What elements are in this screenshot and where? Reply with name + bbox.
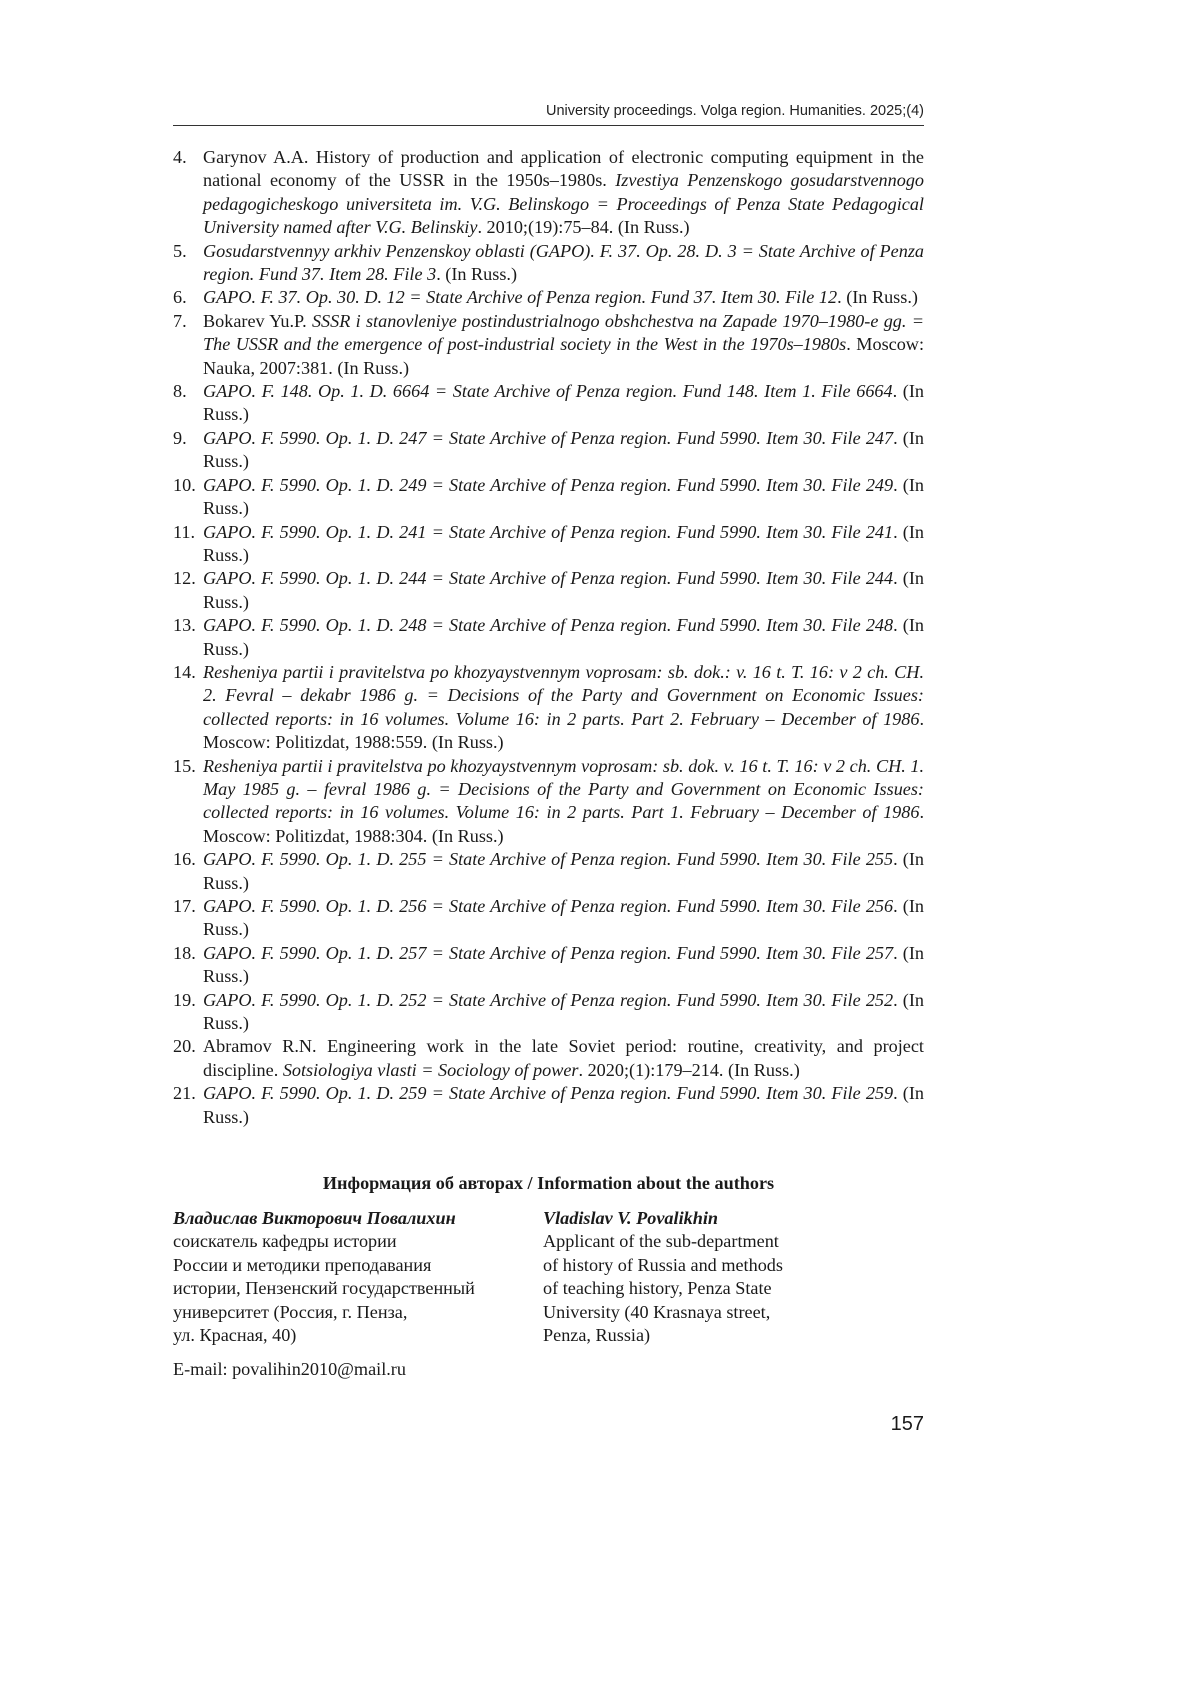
reference-text (203, 989, 924, 1036)
reference-italic-segment: Resheniya partii i pravitelstva po khozyaystvennym voprosam: sb. dok.: v. 16 t. T. 16: v 2 ch. CH. 2. Fevral – dekabr 1986 g. = Decisions of the Party and Government on Economic Issues: collected reports: in 16 volumes. Volume 16: in 2 parts. Part 2. February – December of 1986 (203, 661, 924, 729)
reference-item (173, 661, 924, 755)
reference-italic-segment: Sotsiologiya vlasti = Sociology of power (282, 1059, 579, 1080)
reference-item (173, 755, 924, 849)
reference-number: 8. (173, 381, 187, 402)
reference-number: 21. (173, 1083, 196, 1104)
reference-segment: Bokarev Yu.P. (203, 310, 312, 331)
reference-text (203, 755, 924, 849)
author-affiliation-line: Applicant of the sub-department (543, 1231, 779, 1252)
reference-italic-segment: GAPO. F. 5990. Op. 1. D. 244 = State Archive of Penza region. Fund 5990. Item 30. File 244 (203, 568, 894, 589)
reference-segment: . Moscow: Nauka, 2007:381. (In Russ.) (203, 334, 924, 378)
reference-italic-segment: GAPO. F. 5990. Op. 1. D. 259 = State Archive of Penza region. Fund 5990. Item 30. File 259 (203, 1083, 894, 1104)
reference-italic-segment: GAPO. F. 5990. Op. 1. D. 257 = State Archive of Penza region. Fund 5990. Item 30. File 257 (203, 942, 894, 963)
reference-number: 5. (173, 240, 187, 261)
author-affiliation-line: Penza, Russia) (543, 1325, 651, 1346)
reference-italic-segment: GAPO. F. 37. Op. 30. D. 12 = State Archive of Penza region. Fund 37. Item 30. File 12 (203, 287, 838, 308)
reference-segment: . (In Russ.) (203, 989, 924, 1034)
reference-item (173, 1035, 924, 1082)
reference-number: 19. (173, 989, 196, 1010)
page-number: 157 (890, 1413, 924, 1435)
reference-italic-segment: GAPO. F. 5990. Op. 1. D. 248 = State Archive of Penza region. Fund 5990. Item 30. File 248 (203, 615, 894, 636)
reference-number: 12. (173, 568, 196, 589)
reference-item (173, 310, 924, 380)
reference-number: 20. (173, 1036, 196, 1057)
reference-text (203, 614, 924, 661)
reference-text (203, 661, 924, 755)
author-affiliation-line: ул. Красная, 40) (173, 1325, 297, 1346)
reference-italic-segment: GAPO. F. 5990. Op. 1. D. 247 = State Archive of Penza region. Fund 5990. Item 30. File 247 (203, 427, 894, 448)
reference-text (203, 521, 924, 568)
author-affiliation-line: соискатель кафедры истории (173, 1231, 397, 1252)
reference-segment: . (In Russ.) (436, 264, 518, 285)
reference-italic-segment: Gosudarstvennyy arkhiv Penzenskoy oblasti (GAPO). F. 37. Op. 28. D. 3 = State Archive of Penza region. Fund 37. Item 28. File 3 (203, 240, 924, 285)
reference-item (173, 240, 924, 287)
author-info-english (543, 1207, 863, 1347)
reference-number: 17. (173, 896, 196, 916)
reference-number: 15. (173, 755, 196, 776)
reference-number: 16. (173, 849, 196, 870)
running-header: University proceedings. Volga region. Humanities. 2025;(4) (545, 103, 924, 119)
reference-number: 9. (173, 427, 187, 448)
reference-item (173, 942, 924, 989)
reference-text (203, 1035, 924, 1082)
authors-section-title: Информация об авторах / Information about the authors (322, 1173, 775, 1193)
reference-item (173, 146, 924, 240)
author-affiliation-line: University (40 Krasnaya street, (543, 1301, 771, 1322)
reference-text (203, 380, 924, 427)
reference-text (203, 146, 924, 240)
reference-italic-segment: GAPO. F. 148. Op. 1. D. 6664 = State Archive of Penza region. Fund 148. Item 1. File 6664 (203, 381, 893, 402)
reference-text (203, 310, 924, 380)
reference-text (203, 942, 924, 989)
reference-number: 7. (173, 310, 187, 331)
reference-segment: . (In Russ.) (203, 521, 924, 565)
reference-item (173, 614, 924, 661)
reference-italic-segment: GAPO. F. 5990. Op. 1. D. 252 = State Archive of Penza region. Fund 5990. Item 30. File 252 (203, 989, 894, 1010)
reference-list (173, 146, 924, 1129)
reference-segment: . (In Russ.) (203, 568, 924, 612)
reference-text (203, 427, 924, 474)
reference-segment: . (In Russ.) (203, 942, 924, 987)
reference-italic-segment: GAPO. F. 5990. Op. 1. D. 249 = State Archive of Penza region. Fund 5990. Item 30. File 249 (203, 474, 894, 495)
reference-segment: . 2010;(19):75–84. (In Russ.) (477, 217, 690, 238)
author-affiliation-line: университет (Россия, г. Пенза, (173, 1301, 408, 1322)
reference-item (173, 380, 924, 427)
author-affiliation-line: of teaching history, Penza State (543, 1278, 772, 1299)
reference-italic-segment: Izvestiya Penzenskogo gosudarstvennogo pedagogicheskogo universiteta im. V.G. Belinskogo = Proceedings of Penza State Pedagogical University named after V.G. Belinskiy (203, 170, 925, 238)
reference-text (203, 567, 924, 614)
reference-segment: . (In Russ.) (203, 896, 924, 940)
reference-item (173, 567, 924, 614)
reference-segment: . (In Russ.) (203, 849, 924, 893)
reference-italic-segment: GAPO. F. 5990. Op. 1. D. 241 = State Archive of Penza region. Fund 5990. Item 30. File 241 (203, 521, 894, 542)
reference-number: 18. (173, 942, 196, 963)
reference-segment: . (In Russ.) (203, 381, 924, 425)
reference-number: 10. (173, 474, 196, 495)
reference-segment: . Moscow: Politizdat, 1988:559. (In Russ.) (203, 708, 924, 753)
reference-segment: Garynov A.A. History of production and application of electronic computing equipment in the national economy of the USSR in the 1950s–1980s. (203, 147, 924, 191)
reference-text (203, 848, 924, 895)
author-affiliation-line: of history of Russia and methods (543, 1254, 783, 1275)
author-name-english: Vladislav V. Povalikhin (543, 1208, 718, 1228)
reference-italic-segment: Resheniya partii i pravitelstva po khozyaystvennym voprosam: sb. dok. v. 16 t. T. 16: v 2 ch. CH. 1. May 1985 g. – fevral 1986 g. = Decisions of the Party and Government on Economic Issues: collected reports: in 16 volumes. Volume 16: in 2 parts. Part 1. February – December of 1986 (203, 755, 924, 823)
reference-text (203, 895, 924, 942)
reference-item (173, 895, 924, 942)
reference-segment: . (In Russ.) (203, 427, 924, 472)
reference-item (173, 427, 924, 474)
reference-number: 4. (173, 147, 187, 167)
reference-item (173, 989, 924, 1036)
header-divider (173, 125, 924, 126)
reference-segment: . (In Russ.) (203, 474, 924, 519)
reference-number: 14. (173, 661, 196, 682)
reference-segment: . 2020;(1):179–214. (In Russ.) (578, 1059, 800, 1080)
reference-item (173, 521, 924, 568)
author-email: E-mail: povalihin2010@mail.ru (173, 1359, 406, 1379)
reference-item (173, 848, 924, 895)
reference-text (203, 1082, 924, 1129)
reference-item (173, 474, 924, 521)
author-info-russian (173, 1207, 523, 1347)
author-name-russian: Владислав Викторович Повалихин (173, 1208, 456, 1228)
author-affiliation-line: России и методики преподавания (173, 1254, 432, 1275)
reference-number: 11. (173, 521, 196, 542)
reference-item (173, 286, 924, 309)
reference-number: 6. (173, 287, 187, 308)
author-affiliation-line: истории, Пензенский государственный (173, 1278, 475, 1299)
reference-italic-segment: GAPO. F. 5990. Op. 1. D. 256 = State Archive of Penza region. Fund 5990. Item 30. File 256 (203, 896, 894, 916)
reference-text (203, 240, 924, 287)
reference-italic-segment: GAPO. F. 5990. Op. 1. D. 255 = State Archive of Penza region. Fund 5990. Item 30. File 255 (203, 849, 894, 870)
reference-italic-segment: SSSR i stanovleniye postindustrialnogo obshchestva na Zapade 1970–1980-e gg. = The USSR and the emergence of post-industrial society in the West in the 1970s–1980s (203, 310, 924, 355)
reference-segment: Abramov R.N. Engineering work in the late Soviet period: routine, creativity, and project discipline. (203, 1036, 924, 1080)
reference-item (173, 1082, 924, 1129)
reference-text (203, 286, 924, 309)
reference-text (203, 474, 924, 521)
reference-number: 13. (173, 615, 196, 636)
reference-segment: . (In Russ.) (203, 1083, 924, 1127)
reference-segment: . (In Russ.) (837, 287, 918, 308)
reference-segment: . (In Russ.) (203, 615, 924, 659)
reference-segment: . Moscow: Politizdat, 1988:304. (In Russ.) (203, 802, 924, 846)
